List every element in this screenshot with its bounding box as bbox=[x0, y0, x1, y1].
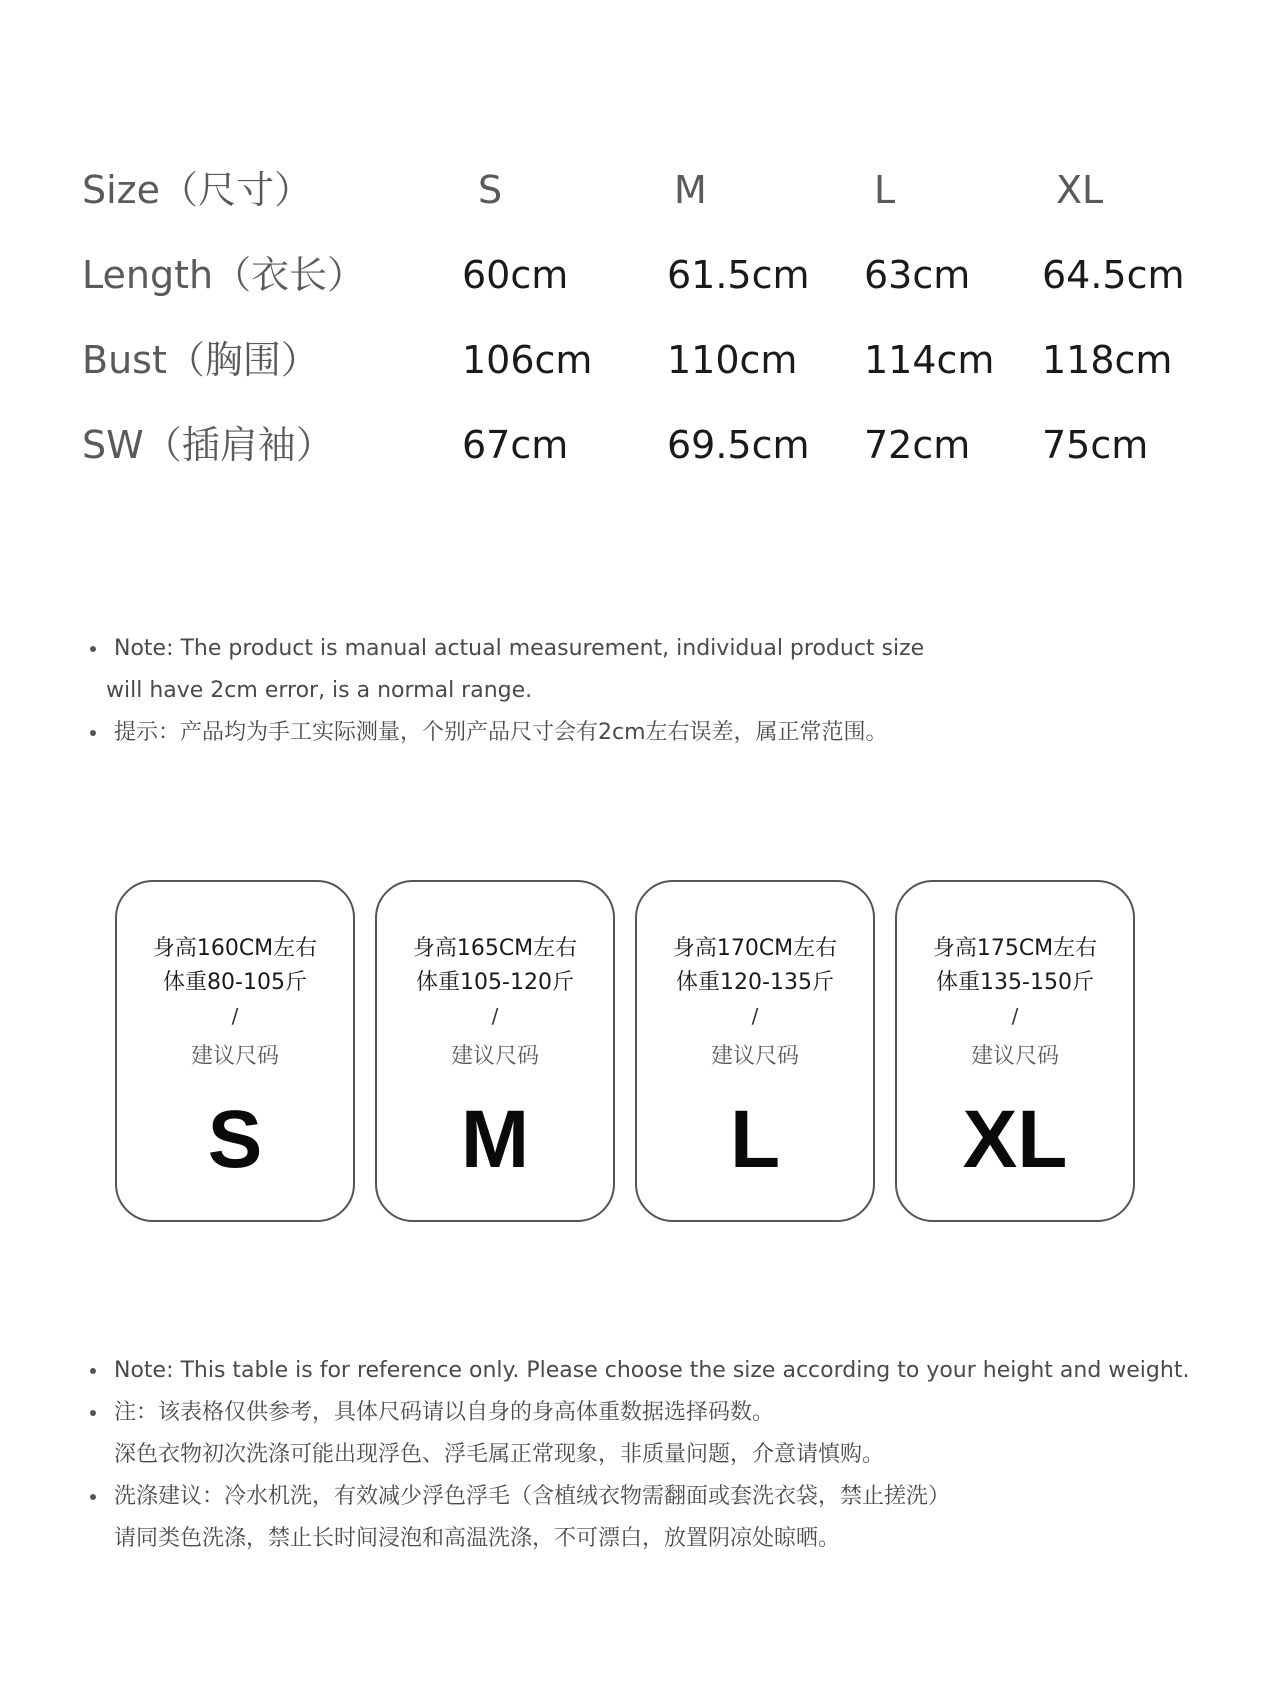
table-cell: 118cm bbox=[1042, 338, 1173, 382]
size-table bbox=[82, 160, 1212, 500]
footer-notes bbox=[86, 1350, 1216, 1560]
size-header-label: Size（尺寸） bbox=[82, 168, 313, 212]
table-cell: 60cm bbox=[462, 253, 569, 297]
card-size: L bbox=[729, 1094, 781, 1185]
table-cell: 72cm bbox=[864, 423, 971, 467]
wash-advice: 洗涤建议：冷水机洗，有效减少浮色浮毛（含植绒衣物需翻面或套洗衣袋，禁止搓洗） bbox=[86, 1476, 1216, 1518]
wash-advice-cont: 请同类色洗涤，禁止长时间浸泡和高温洗涤，不可漂白，放置阴凉处晾晒。 bbox=[114, 1526, 841, 1551]
card-weight: 体重120-135斤 bbox=[676, 970, 834, 995]
card-divider: / bbox=[491, 1004, 499, 1028]
footer-note-en: Note: This table is for reference only. Please choose the size according to your height and weight. bbox=[86, 1350, 1216, 1392]
table-cell: 75cm bbox=[1042, 423, 1149, 467]
size-header-row bbox=[82, 160, 1212, 245]
size-card-m bbox=[375, 880, 615, 1222]
size-card-s bbox=[115, 880, 355, 1222]
card-advice-label: 建议尺码 bbox=[710, 1044, 799, 1069]
size-recommendation-cards bbox=[115, 880, 1175, 1225]
row-label: Length（衣长） bbox=[82, 253, 366, 297]
card-divider: / bbox=[1011, 1004, 1019, 1028]
measurement-notes bbox=[86, 628, 1216, 754]
size-header-l: L bbox=[874, 168, 896, 212]
card-divider: / bbox=[231, 1004, 239, 1028]
table-cell: 106cm bbox=[462, 338, 593, 382]
card-size: XL bbox=[962, 1094, 1068, 1185]
size-header-s: S bbox=[478, 168, 503, 212]
note-en-line1: Note: The product is manual actual measurement, individual product size bbox=[86, 628, 1216, 670]
size-header-m: M bbox=[674, 168, 707, 212]
size-row-sleeve bbox=[82, 415, 1212, 500]
card-height: 身高165CM左右 bbox=[412, 936, 578, 961]
table-cell: 61.5cm bbox=[667, 253, 810, 297]
row-label: Bust（胸围） bbox=[82, 338, 319, 382]
card-height: 身高175CM左右 bbox=[932, 936, 1098, 961]
card-size: M bbox=[460, 1094, 530, 1185]
card-advice-label: 建议尺码 bbox=[970, 1044, 1059, 1069]
card-weight: 体重80-105斤 bbox=[163, 970, 307, 995]
footer-note-zh: 注：该表格仅供参考，具体尺码请以自身的身高体重数据选择码数。 bbox=[86, 1392, 1216, 1434]
card-height: 身高160CM左右 bbox=[152, 936, 318, 961]
card-divider: / bbox=[751, 1004, 759, 1028]
card-advice-label: 建议尺码 bbox=[190, 1044, 279, 1069]
card-height: 身高170CM左右 bbox=[672, 936, 838, 961]
table-cell: 63cm bbox=[864, 253, 971, 297]
card-weight: 体重105-120斤 bbox=[416, 970, 574, 995]
table-cell: 67cm bbox=[462, 423, 569, 467]
card-size: S bbox=[207, 1094, 263, 1185]
note-zh: 提示：产品均为手工实际测量，个别产品尺寸会有2cm左右误差，属正常范围。 bbox=[86, 712, 1216, 754]
card-advice-label: 建议尺码 bbox=[450, 1044, 539, 1069]
size-card-l bbox=[635, 880, 875, 1222]
table-cell: 114cm bbox=[864, 338, 995, 382]
table-cell: 69.5cm bbox=[667, 423, 810, 467]
table-cell: 110cm bbox=[667, 338, 798, 382]
table-cell: 64.5cm bbox=[1042, 253, 1185, 297]
row-label: SW（插肩袖） bbox=[82, 423, 334, 467]
footer-note-zh-cont: 深色衣物初次洗涤可能出现浮色、浮毛属正常现象，非质量问题，介意请慎购。 bbox=[114, 1442, 885, 1467]
size-row-length bbox=[82, 245, 1212, 330]
card-weight: 体重135-150斤 bbox=[936, 970, 1094, 995]
size-card-xl bbox=[895, 880, 1135, 1222]
note-en-line2: will have 2cm error, is a normal range. bbox=[106, 678, 533, 703]
size-row-bust bbox=[82, 330, 1212, 415]
size-header-xl: XL bbox=[1056, 168, 1104, 212]
